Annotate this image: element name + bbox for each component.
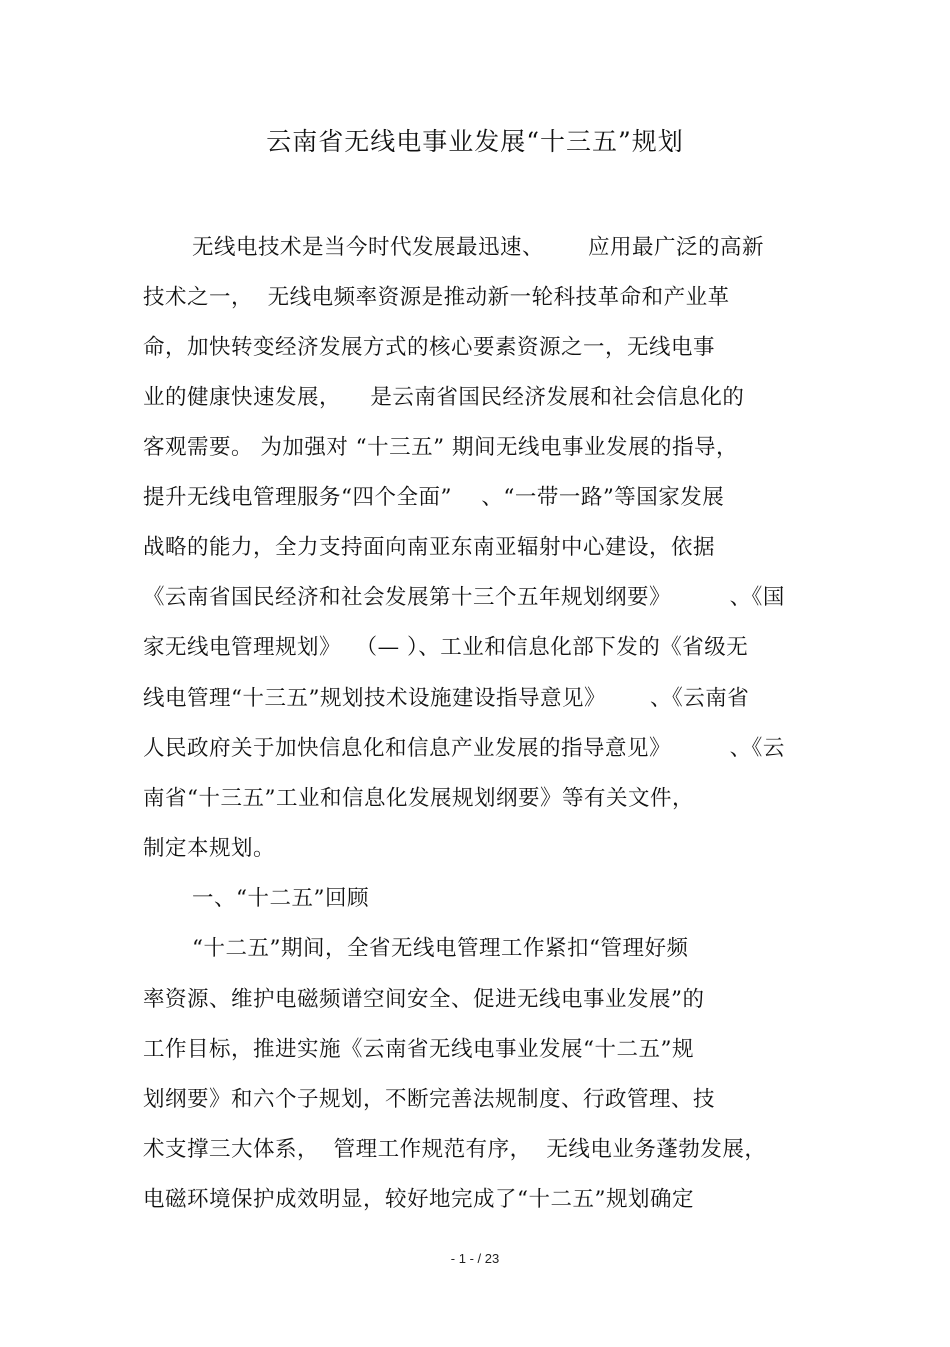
text-line-6: 提升无线电管理服务“四个全面” 、“一带一路”等国家发展 <box>143 485 725 510</box>
text-line-12: 南省“十三五”工业和信息化发展规划纲要》等有关文件， <box>143 786 694 811</box>
text-line-19: 术支撑三大体系， 管理工作规范有序， 无线电业务蓬勃发展， <box>143 1137 767 1162</box>
text-line-7: 战略的能力，全力支持面向南亚东南亚辐射中心建设，依据 <box>143 535 716 560</box>
text-line-17: 工作目标，推进实施《云南省无线电事业发展“十二五”规 <box>143 1037 694 1062</box>
text-line-10: 线电管理“十三五”规划技术设施建设指导意见》 、《云南省 <box>143 686 750 711</box>
page-title: 云南省无线电事业发展“十三五”规划 <box>266 127 684 156</box>
text-line-2: 技术之一， 无线电频率资源是推动新一轮科技革命和产业革 <box>143 285 730 310</box>
text-line-1: 无线电技术是当今时代发展最迅速、 应用最广泛的高新 <box>192 235 765 260</box>
text-line-11: 人民政府关于加快信息化和信息产业发展的指导意见》 、《云 <box>143 736 785 761</box>
text-line-9: 家无线电管理规划》 （— ）、工业和信息化部下发的《省级无 <box>143 635 749 660</box>
text-line-18: 划纲要》和六个子规划，不断完善法规制度、行政管理、技 <box>143 1087 716 1112</box>
text-line-3: 命，加快转变经济发展方式的核心要素资源之一，无线电事 <box>143 335 716 360</box>
text-line-5: 客观需要。 为加强对 “十三五” 期间无线电事业发展的指导， <box>143 435 738 460</box>
text-line-16: 率资源、维护电磁频谱空间安全、促进无线电事业发展”的 <box>143 987 705 1012</box>
page-number: - 1 - / 23 <box>450 1251 500 1266</box>
section-heading: 一、“十二五”回顾 <box>192 886 369 911</box>
text-line-4: 业的健康快速发展， 是云南省国民经济发展和社会信息化的 <box>143 385 745 410</box>
text-line-15: “十二五”期间，全省无线电管理工作紧扣“管理好频 <box>192 936 689 961</box>
text-line-13: 制定本规划。 <box>143 836 276 861</box>
text-line-8: 《云南省国民经济和社会发展第十三个五年规划纲要》 、《国 <box>143 585 785 610</box>
text-line-20: 电磁环境保护成效明显，较好地完成了“十二五”规划确定 <box>143 1187 694 1212</box>
